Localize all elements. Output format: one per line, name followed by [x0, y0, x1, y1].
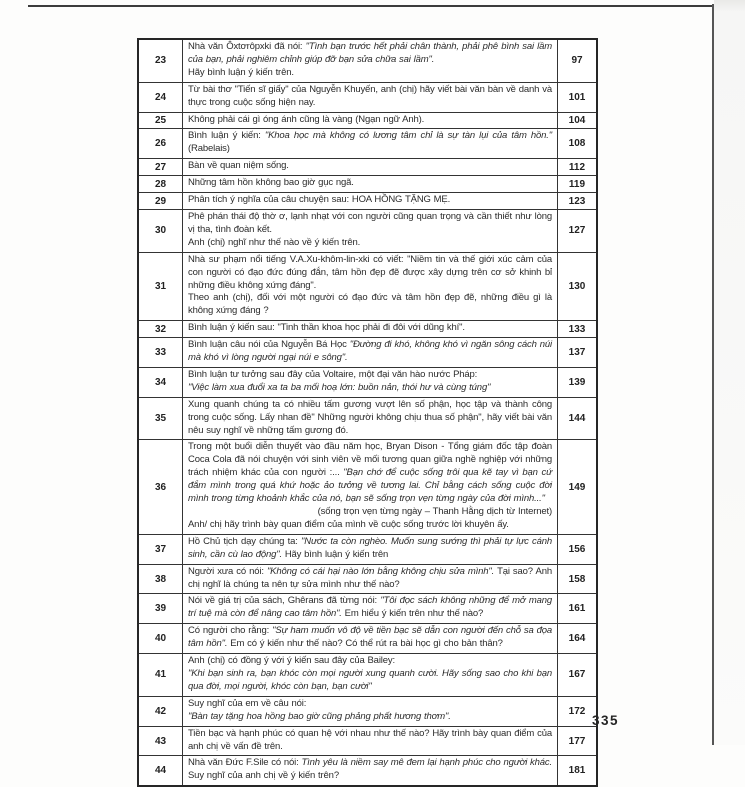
row-page: 112	[557, 159, 596, 175]
table-row	[139, 175, 596, 192]
row-topic	[183, 253, 557, 321]
topic-paragraph	[188, 322, 552, 335]
topic-paragraph	[188, 711, 552, 724]
page-number: 335	[592, 713, 620, 728]
row-number: 36	[139, 440, 183, 533]
table-row	[139, 112, 596, 129]
row-page: 104	[557, 113, 596, 129]
table-row	[139, 534, 596, 564]
table-row	[139, 653, 596, 696]
row-page: 172	[557, 697, 596, 726]
topic-quote-text: "Khoa học mà không có lương tâm chỉ là sự tàn lụi của tâm hồn."	[264, 130, 553, 142]
row-page: 144	[557, 398, 596, 440]
table-row	[139, 320, 596, 337]
row-topic	[183, 654, 557, 696]
topic-text: Hồ Chủ tịch dạy chúng ta:	[188, 535, 302, 547]
row-topic	[183, 565, 557, 594]
topic-quote-text: "Tôi đọc sách không những để mở mang trí tuệ mà còn để nâng cao tâm hồn".	[188, 595, 552, 620]
topic-text: Từ bài thơ "Tiến sĩ giấy" của Nguyễn Khuyến, anh (chị) hãy viết bài văn bàn về danh và thực trong cuộc sống hiện nay.	[188, 83, 552, 108]
topic-paragraph	[188, 211, 552, 237]
row-number: 38	[139, 565, 183, 594]
row-page: 158	[557, 565, 596, 594]
row-number: 25	[139, 113, 183, 129]
topic-text: Trong một buổi diễn thuyết vào đầu năm học, Bryan Dison - Tổng giám đốc tập đoàn Coca Cola đã nói chuyện với sinh viên về mối tương quan giữa nghề nghiệp với những trách nhiệm khác của con người :...	[188, 441, 552, 479]
topic-paragraph	[188, 254, 552, 293]
topic-text: Bình luận tư tưởng sau đây của Voltaire, một đại văn hào nước Pháp:	[188, 368, 478, 380]
topic-quote-text: "Không có cái hại nào lớn bằng không chịu sửa mình".	[266, 565, 495, 577]
table-row	[139, 397, 596, 440]
table-row	[139, 696, 596, 726]
row-number: 40	[139, 624, 183, 653]
topic-quote-text: "Bàn tay tặng hoa hồng bao giờ cũng phảng phất hương thơm".	[188, 710, 451, 722]
row-number: 23	[139, 40, 183, 82]
topic-paragraph	[188, 382, 552, 395]
row-page: 97	[557, 40, 596, 82]
row-topic	[183, 193, 557, 209]
topic-paragraph	[188, 237, 552, 250]
topic-text: Hãy bình luận ý kiến trên.	[188, 66, 294, 78]
row-topic	[183, 398, 557, 440]
row-page: 149	[557, 440, 596, 533]
row-number: 44	[139, 756, 183, 785]
topic-text: (sống trọn vẹn từng ngày – Thanh Hằng dịch từ Internet)	[317, 506, 552, 517]
topic-text: Hãy bình luận ý kiến trên	[281, 548, 389, 560]
row-topic	[183, 440, 557, 533]
page-scan-edge-top	[28, 5, 714, 7]
table-row	[139, 755, 596, 785]
topic-paragraph	[188, 177, 552, 190]
topic-paragraph	[188, 625, 552, 651]
topic-text: Nhà văn Ôxtơrôpxki đã nói:	[188, 41, 306, 52]
row-page: 127	[557, 210, 596, 252]
row-topic	[183, 624, 557, 653]
table-row	[139, 439, 596, 533]
topic-text: Anh/ chị hãy trình bày quan điểm của mình về cuộc sống trước lời khuyên ấy.	[188, 518, 509, 530]
topic-text: Nhà sư phạm nổi tiếng V.A.Xu-khôm-lin-xki có viết: "Niềm tin và thế giới xúc cảm của con người có đạo đức đúng đắn, tâm hồn đẹp đẽ được xây dựng trên cơ sở khinh bỉ những điều không xứng đáng".	[188, 253, 552, 291]
table-row	[139, 726, 596, 756]
topic-quote-text: "Tình bạn trước hết phải chân thành, phải phê bình sai lầm của bạn, phải nghiêm chỉnh giúp đỡ bạn sửa chữa sai lầm".	[188, 41, 553, 65]
table-row	[139, 564, 596, 594]
toc-table	[137, 38, 598, 787]
topic-text: Bình luận ý kiến sau: "Tinh thần khoa học phải đi đôi với dũng khí".	[188, 322, 465, 334]
row-topic	[183, 756, 557, 785]
topic-text: Bình luận câu nói của Nguyễn Bá Học	[188, 339, 350, 351]
page-scan-margin-right	[714, 0, 745, 745]
topic-paragraph	[188, 67, 552, 80]
topic-text: Người xưa có nói:	[188, 565, 267, 577]
topic-text: Theo anh (chị), đối với một người có đạo đức và tâm hồn đẹp đẽ, những điều gì là không xứng đáng ?	[188, 292, 552, 317]
row-number: 24	[139, 83, 183, 112]
row-number: 27	[139, 159, 183, 175]
topic-paragraph	[188, 194, 552, 207]
row-topic	[183, 129, 557, 158]
row-topic	[183, 535, 557, 564]
row-number: 33	[139, 338, 183, 367]
topic-text: Bình luận ý kiến:	[188, 130, 265, 142]
row-number: 26	[139, 129, 183, 158]
row-number: 37	[139, 535, 183, 564]
topic-paragraph	[188, 506, 552, 519]
row-number: 39	[139, 594, 183, 623]
row-topic	[183, 727, 557, 756]
topic-quote-text: "Bạn chớ để cuộc sống trôi qua kẽ tay vì bạn cứ đắm mình trong quá khứ hoặc ảo tưởng về tương lai. Chỉ bằng cách sống cuộc đời mình trong từng khoảnh khắc của nó, bạn sẽ sống trọn vẹn từng ngày của đời mình..."	[188, 467, 552, 505]
topic-paragraph	[188, 595, 552, 621]
topic-paragraph	[188, 698, 552, 711]
topic-paragraph	[188, 757, 552, 783]
row-page: 119	[557, 176, 596, 192]
topic-paragraph	[188, 399, 552, 438]
topic-text: Tại sao? Anh chị nghĩ là chúng ta nên tự sửa mình như thế nào?	[188, 565, 552, 590]
row-page: 101	[557, 83, 596, 112]
topic-paragraph	[188, 160, 552, 173]
topic-paragraph	[188, 441, 552, 506]
row-topic	[183, 697, 557, 726]
row-page: 177	[557, 727, 596, 756]
row-page: 181	[557, 756, 596, 785]
row-topic	[183, 176, 557, 192]
row-topic	[183, 40, 557, 82]
topic-text: Anh (chị) nghĩ như thế nào về ý kiến trên.	[188, 236, 361, 248]
topic-text: Phân tích ý nghĩa của câu chuyện sau: HOA HỒNG TẶNG MẸ.	[188, 194, 451, 206]
topic-paragraph	[188, 130, 552, 156]
topic-paragraph	[188, 84, 552, 110]
topic-paragraph	[188, 292, 552, 318]
table-row	[139, 252, 596, 321]
topic-text: Suy nghĩ của anh chị về ý kiến trên?	[188, 770, 339, 782]
topic-paragraph	[188, 41, 552, 67]
row-number: 43	[139, 727, 183, 756]
row-number: 34	[139, 368, 183, 397]
table-row	[139, 623, 596, 653]
topic-paragraph	[188, 369, 552, 382]
topic-text: Nhà văn Đức F.Sile có nói:	[188, 757, 302, 769]
table-row	[139, 192, 596, 209]
topic-paragraph	[188, 655, 552, 668]
topic-paragraph	[188, 728, 552, 754]
row-topic	[183, 113, 557, 129]
table-row	[139, 593, 596, 623]
table-row	[139, 209, 596, 252]
topic-quote-text: Tình yêu là niềm say mê đem lại hạnh phúc cho người khác.	[301, 757, 553, 769]
topic-quote-text: "Việc làm xua đuổi xa ta ba mối hoạ lớn: buồn nản, thói hư và cùng túng"	[188, 381, 491, 393]
topic-quote-text: "Sự ham muốn vô độ về tiền bạc sẽ dẫn con người đến chỗ sa đọa tâm hồn".	[188, 625, 552, 650]
row-topic	[183, 159, 557, 175]
row-page: 161	[557, 594, 596, 623]
topic-quote-text: "Đường đi khó, không khó vì ngăn sông cách núi mà khó vì lòng người ngại núi e sông".	[188, 339, 552, 364]
row-number: 41	[139, 654, 183, 696]
row-number: 31	[139, 253, 183, 321]
row-page: 164	[557, 624, 596, 653]
row-page: 137	[557, 338, 596, 367]
row-number: 30	[139, 210, 183, 252]
row-page: 133	[557, 321, 596, 337]
topic-paragraph	[188, 668, 552, 694]
row-number: 29	[139, 193, 183, 209]
topic-text: Tiền bạc và hạnh phúc có quan hệ với nhau như thế nào? Hãy trình bày quan điểm của anh chị về vấn đề trên.	[188, 727, 552, 752]
topic-quote-text: "Khi bạn sinh ra, bạn khóc còn mọi người xung quanh cười. Hãy sống sao cho khi bạn qua đời, mọi người, khóc còn bạn, bạn cười"	[188, 667, 552, 692]
topic-paragraph	[188, 114, 552, 127]
topic-text: Phê phán thái độ thờ ơ, lạnh nhạt với con người cũng quan trọng và cần thiết như lòng vị tha, tình đoàn kết.	[188, 210, 552, 235]
topic-text: Những tâm hồn không bao giờ gục ngã.	[188, 177, 354, 189]
topic-text: (Rabelais)	[188, 143, 230, 155]
topic-text: Suy nghĩ của em về câu nói:	[188, 697, 307, 709]
row-number: 42	[139, 697, 183, 726]
topic-paragraph	[188, 566, 552, 592]
topic-paragraph	[188, 519, 552, 532]
row-page: 130	[557, 253, 596, 321]
row-page: 108	[557, 129, 596, 158]
topic-text: Anh (chị) có đồng ý với ý kiến sau đây của Bailey:	[188, 655, 395, 667]
topic-text: Xung quanh chúng ta có nhiều tấm gương vượt lên số phận, học tập và thành công trong cuộc sống. Lấy nhan đề" Những người không chịu thua số phận", hãy viết bài văn nêu suy nghĩ về những tấm gương đó.	[188, 398, 552, 436]
row-number: 32	[139, 321, 183, 337]
table-row	[139, 158, 596, 175]
topic-text: Em hiểu ý kiến trên như thế nào?	[341, 608, 484, 620]
table-row	[139, 40, 596, 82]
table-row	[139, 337, 596, 367]
row-topic	[183, 210, 557, 252]
topic-text: Bàn về quan niệm sống.	[188, 160, 289, 172]
table-row	[139, 367, 596, 397]
topic-text: Em có ý kiến như thế nào? Có thể rút ra bài học gì cho bản thân?	[227, 638, 503, 650]
topic-paragraph	[188, 339, 552, 365]
row-topic	[183, 338, 557, 367]
row-topic	[183, 368, 557, 397]
page-scan-edge-right	[712, 4, 714, 745]
row-number: 28	[139, 176, 183, 192]
row-topic	[183, 594, 557, 623]
row-topic	[183, 83, 557, 112]
table-row	[139, 82, 596, 112]
topic-quote-text: "Nước ta còn nghèo. Muốn sung sướng thì phải tự lực cánh sinh, cần cù lao động".	[188, 535, 552, 560]
row-number: 35	[139, 398, 183, 440]
row-page: 123	[557, 193, 596, 209]
topic-text: Nói về giá trị của sách, Ghêrans đã từng nói:	[188, 595, 381, 607]
topic-paragraph	[188, 536, 552, 562]
topic-text: Không phải cái gì óng ánh cũng là vàng (Ngạn ngữ Anh).	[188, 113, 425, 125]
row-page: 139	[557, 368, 596, 397]
row-topic	[183, 321, 557, 337]
row-page: 167	[557, 654, 596, 696]
topic-text: Có người cho rằng:	[188, 625, 273, 637]
table-row	[139, 128, 596, 158]
row-page: 156	[557, 535, 596, 564]
